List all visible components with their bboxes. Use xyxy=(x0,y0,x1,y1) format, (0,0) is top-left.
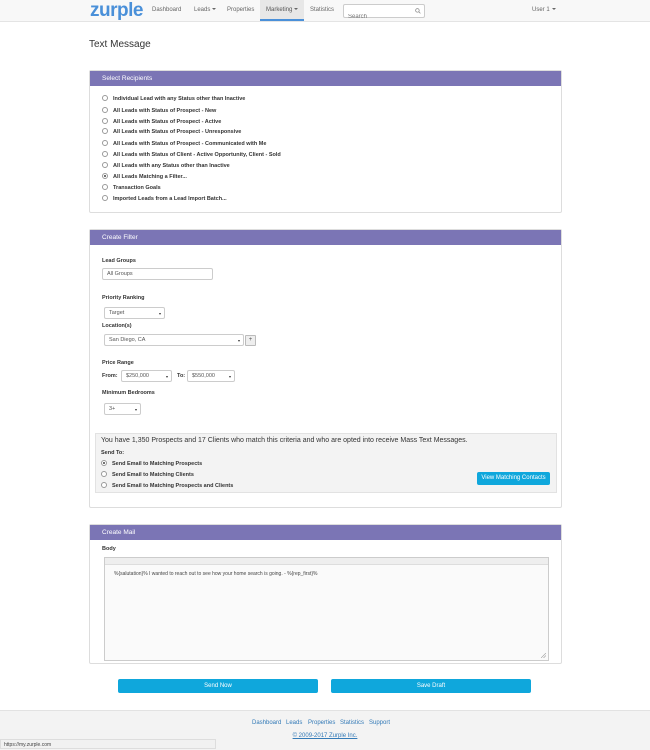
add-location-button[interactable]: + xyxy=(245,335,256,346)
min-bedrooms-label: Minimum Bedrooms xyxy=(102,390,155,396)
user-menu-label: User 1 xyxy=(532,7,550,13)
min-bedrooms-select[interactable] xyxy=(104,403,141,415)
nav-leads[interactable] xyxy=(188,0,222,21)
status-bar-url: https://my.zurple.com xyxy=(0,739,216,749)
recipient-option-label: All Leads with Status of Prospect - Unresponsive xyxy=(113,129,242,135)
create-filter-heading: Create Filter xyxy=(90,230,561,245)
radio-button[interactable] xyxy=(102,151,108,157)
recipient-option-label: All Leads with Status of Prospect - Active xyxy=(113,119,222,125)
recipient-option[interactable] xyxy=(102,118,221,127)
top-navbar xyxy=(0,0,650,22)
location-value: San Diego, CA xyxy=(109,337,146,343)
lead-groups-input[interactable]: All Groups xyxy=(102,268,213,280)
price-to-value: $550,000 xyxy=(192,373,215,379)
body-textarea[interactable]: %{salutation}% I wanted to reach out to see how your home search is going. - %{rep_first}% xyxy=(114,571,318,577)
search-icon[interactable] xyxy=(415,8,421,14)
radio-button[interactable] xyxy=(102,128,108,134)
recipient-option-label: All Leads with Status of Client - Active Opportunity, Client - Sold xyxy=(113,152,281,158)
recipient-option[interactable] xyxy=(102,95,245,104)
lead-groups-label: Lead Groups xyxy=(102,258,136,264)
price-range-label: Price Range xyxy=(102,360,134,366)
priority-ranking-label: Priority Ranking xyxy=(102,295,145,301)
recipient-option-label: All Leads Matching a Filter... xyxy=(113,174,187,180)
nav-properties-label: Properties xyxy=(227,7,255,13)
send-to-option-label: Send Email to Matching Prospects xyxy=(112,461,203,467)
footer-link-dashboard[interactable]: Dashboard xyxy=(252,720,282,726)
send-to-option[interactable] xyxy=(101,471,194,480)
user-menu[interactable] xyxy=(526,0,562,21)
recipient-option[interactable] xyxy=(102,140,266,149)
radio-button[interactable] xyxy=(102,107,108,113)
send-to-option[interactable] xyxy=(101,482,233,491)
recipient-option[interactable] xyxy=(102,107,216,116)
create-mail-panel xyxy=(89,524,562,664)
select-recipients-panel xyxy=(89,70,562,213)
recipient-option[interactable] xyxy=(102,128,241,137)
radio-button[interactable] xyxy=(102,184,108,190)
nav-statistics[interactable] xyxy=(304,0,340,21)
price-from-label: From: xyxy=(102,373,118,379)
locations-label: Location(s) xyxy=(102,323,132,329)
chevron-down-icon xyxy=(159,313,161,315)
price-to-label: To: xyxy=(177,373,186,379)
radio-button-checked[interactable] xyxy=(101,460,107,466)
resize-handle-icon[interactable] xyxy=(541,653,546,658)
send-to-option-label: Send Email to Matching Prospects and Clients xyxy=(112,483,234,489)
radio-button[interactable] xyxy=(102,118,108,124)
recipient-option-label: All Leads with Status of Prospect - New xyxy=(113,108,217,114)
body-editor xyxy=(104,557,549,661)
chevron-down-icon xyxy=(166,376,168,378)
recipient-option[interactable] xyxy=(102,151,281,160)
nav-marketing-label: Marketing xyxy=(266,7,293,13)
radio-button[interactable] xyxy=(102,162,108,168)
search-box xyxy=(343,4,425,18)
select-recipients-heading: Select Recipients xyxy=(90,71,561,86)
copyright-link[interactable]: © 2009-2017 Zurple Inc. xyxy=(292,733,358,739)
save-draft-button[interactable]: Save Draft xyxy=(331,679,531,693)
view-matching-contacts-button[interactable]: View Matching Contacts xyxy=(477,472,550,485)
footer-link-statistics[interactable]: Statistics xyxy=(340,720,365,726)
send-to-option-label: Send Email to Matching Clients xyxy=(112,472,194,478)
price-from-value: $250,000 xyxy=(126,373,149,379)
matching-summary xyxy=(95,433,557,493)
nav-statistics-label: Statistics xyxy=(310,7,335,13)
recipient-option-label: Individual Lead with any Status other than Inactive xyxy=(113,96,246,102)
recipient-option-label: Transaction Goals xyxy=(113,185,161,191)
priority-ranking-value: Target xyxy=(109,310,125,316)
recipient-option[interactable] xyxy=(102,195,227,204)
chevron-down-icon xyxy=(294,8,298,10)
send-to-option[interactable] xyxy=(101,460,202,469)
chevron-down-icon xyxy=(238,340,240,342)
page-title: Text Message xyxy=(89,39,151,50)
editor-toolbar xyxy=(105,558,548,565)
search-input[interactable] xyxy=(344,11,416,23)
recipient-option-label: Imported Leads from a Lead Import Batch... xyxy=(113,196,227,202)
zurple-logo[interactable]: zurple xyxy=(90,0,143,21)
chevron-down-icon xyxy=(552,8,556,10)
nav-marketing[interactable] xyxy=(260,0,304,21)
create-mail-heading: Create Mail xyxy=(90,525,561,540)
recipient-option-label: All Leads with Status of Prospect - Communicated with Me xyxy=(113,141,267,147)
matching-summary-text: You have 1,350 Prospects and 17 Clients who match this criteria and who are opted into receive Mass Text Messages. xyxy=(101,437,468,444)
radio-button[interactable] xyxy=(102,195,108,201)
price-from-select[interactable] xyxy=(121,370,172,382)
footer-link-support[interactable]: Support xyxy=(369,720,391,726)
send-now-button[interactable]: Send Now xyxy=(118,679,318,693)
radio-button-checked[interactable] xyxy=(102,173,108,179)
send-to-label: Send To: xyxy=(101,450,125,456)
radio-button[interactable] xyxy=(102,95,108,101)
nav-leads-label: Leads xyxy=(194,7,211,13)
recipient-option[interactable] xyxy=(102,162,230,171)
footer-link-properties[interactable]: Properties xyxy=(308,720,336,726)
price-to-select[interactable] xyxy=(187,370,235,382)
nav-properties[interactable] xyxy=(221,0,260,21)
radio-button[interactable] xyxy=(101,471,107,477)
recipient-option-label: All Leads with any Status other than Inactive xyxy=(113,163,230,169)
recipient-option[interactable] xyxy=(102,184,161,193)
footer-link-leads[interactable]: Leads xyxy=(286,720,303,726)
radio-button[interactable] xyxy=(101,482,107,488)
min-bedrooms-value: 3+ xyxy=(109,406,116,412)
location-select[interactable] xyxy=(104,334,244,346)
radio-button[interactable] xyxy=(102,140,108,146)
nav-dashboard[interactable] xyxy=(146,0,187,21)
priority-ranking-select[interactable] xyxy=(104,307,165,319)
chevron-down-icon xyxy=(135,409,137,411)
create-filter-panel xyxy=(89,229,562,508)
nav-dashboard-label: Dashboard xyxy=(152,7,182,13)
chevron-down-icon xyxy=(212,8,216,10)
chevron-down-icon xyxy=(229,376,231,378)
body-label: Body xyxy=(102,546,116,552)
recipient-option[interactable] xyxy=(102,173,187,182)
